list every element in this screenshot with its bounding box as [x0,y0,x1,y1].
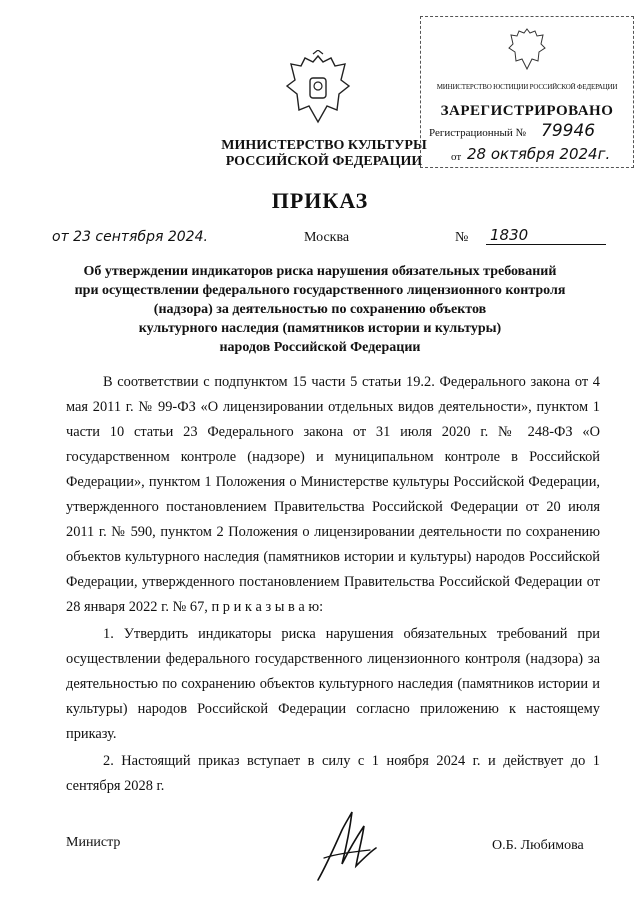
heading-line-3: (надзора) за деятельностью по сохранению объектов [153,302,487,317]
stamp-number: 79946 [541,121,596,141]
body-paragraph-1: 1. Утвердить индикаторы риска нарушения обязательных требований при осуществлении федерального государственного лицензионного контроля (надзора) за деятельностью по сохранению объектов культурного наследия (памятников истории и культуры) народов Российской Федерации согласно приложению к настоящему приказу. [66,626,600,742]
signatory-title: Министр [66,835,121,850]
heading-line-5: народов Российской Федерации [219,340,421,355]
heading-line-4: культурного наследия (памятников истории и культуры) [138,321,502,336]
signatory-name: О.Б. Любимова [492,838,584,853]
stamp-number-label: Регистрационный № [429,127,527,139]
order-city: Москва [304,230,350,245]
ministry-line-2: РОССИЙСКОЙ ФЕДЕРАЦИИ [225,154,423,169]
stamp-registered: ЗАРЕГИСТРИРОВАНО [440,103,614,119]
heading-line-2: при осуществлении федерального государственного лицензионного контроля [74,283,566,298]
order-date: от 23 сентября 2024. [52,229,208,245]
stamp-date-label: от [451,151,462,163]
ministry-name [218,138,430,170]
handwritten-signature [312,808,382,886]
registration-stamp [420,16,634,168]
coat-of-arms-icon [283,50,353,130]
document-title: ПРИКАЗ [271,188,369,213]
order-number-sign: № [455,230,469,245]
ministry-line-1: МИНИСТЕРСТВО КУЛЬТУРЫ [221,138,427,153]
stamp-date: 28 октября 2024г. [467,145,611,163]
body-paragraph-2: 2. Настоящий приказ вступает в силу с 1 ноября 2024 г. и действует до 1 сентября 2028 г. [66,753,600,794]
body-paragraph-preamble: В соответствии с подпунктом 15 части 5 статьи 19.2. Федерального закона от 4 мая 2011 г. № 99-ФЗ «О лицензировании отдельных видов деятельности», пунктом 1 части 10 статьи 23 Федерального закона от 31 июля 2020 г. № 248-ФЗ «О государственном контроле (надзоре) и муниципальном контроле в Российской Федерации», пунктом 1 Положения о Министерстве культуры Российской Федерации, утвержденного постановлением Правительства Российской Федерации от 20 июля 2011 г. № 590, пунктом 2 Положения о лицензировании деятельности по сохранению объектов культурного наследия (памятников истории и культуры) народов Российской Федерации, утвержденного постановлением Правительства Российской Федерации от 28 января 2022 г. № 67, п р и к а з ы в а ю: [66,374,600,615]
stamp-organization: МИНИСТЕРСТВО ЮСТИЦИИ РОССИЙСКОЙ ФЕДЕРАЦИИ [436,83,618,91]
heading-line-1: Об утверждении индикаторов риска нарушения обязательных требований [83,264,557,279]
order-body [66,370,600,799]
order-heading [70,262,570,357]
order-number: 1830 [486,226,606,245]
stamp-emblem-icon [507,25,547,73]
